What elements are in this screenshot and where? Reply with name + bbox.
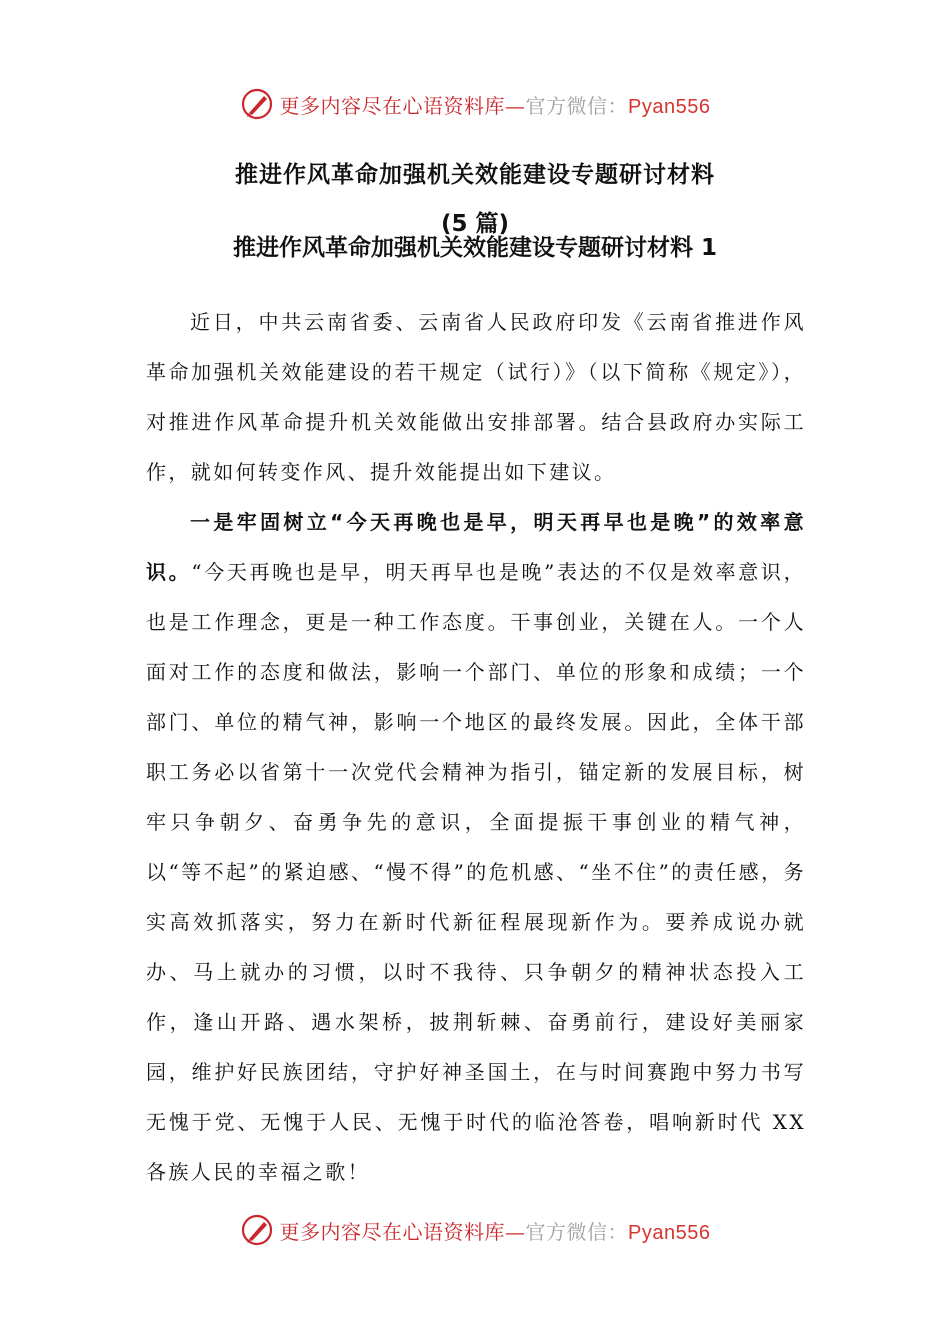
watermark-text: 更多内容尽在心语资料库—官方微信：Pyan556 — [279, 1219, 711, 1244]
paragraph-point-one — [146, 497, 806, 1197]
section-title: 推进作风革命加强机关效能建设专题研讨材料 1 — [232, 235, 717, 261]
pen-circle-icon — [240, 1213, 274, 1247]
watermark-text: 更多内容尽在心语资料库—官方微信：Pyan556 — [279, 93, 711, 118]
document-title: 推进作风革命加强机关效能建设专题研讨材料 — [235, 162, 715, 188]
document-count: (5 篇) — [440, 211, 510, 237]
point-body: “今天再晚也是早，明天再早也是晚”表达的不仅是效率意识，也是工作理念，更是一种工作态度。干事创业，关键在人。一个人面对工作的态度和做法，影响一个部门、单位的形象和成绩；一个部门、单位的精气神，影响一个地区的最终发展。因此，全体干部职工务必以省第十一次党代会精神为指引，锚定新的发展目标，树牢只争朝夕、奋勇争先的意识，全面提振干事创业的精气神，以“等不起”的紧迫感、“慢不得”的危机感、“坐不住”的责任感，务实高效抓落实，努力在新时代新征程展现新作为。要养成说办就办、马上就办的习惯，以时不我待、只争朝夕的精神状态投入工作，逢山开路、遇水架桥，披荆斩棘、奋勇前行，建设好美丽家园，维护好民族团结，守护好神圣国土，在与时间赛跑中努力书写无愧于党、无愧于人民、无愧于时代的临沧答卷，唱响新时代 XX 各族人民的幸福之歌！ — [146, 560, 806, 1184]
pen-circle-icon — [240, 87, 274, 121]
footer-watermark — [0, 1208, 950, 1252]
paragraph-intro: 近日，中共云南省委、云南省人民政府印发《云南省推进作风革命加强机关效能建设的若干规定（试行）》（以下简称《规定》），对推进作风革命提升机关效能做出安排部署。结合县政府办实际工作，就如何转变作风、提升效能提出如下建议。 — [146, 310, 806, 484]
header-watermark — [0, 82, 950, 126]
point-heading: 一是牢固树立“今天再晚也是早，明天再早也是晚”的效率意识。 — [146, 510, 806, 584]
